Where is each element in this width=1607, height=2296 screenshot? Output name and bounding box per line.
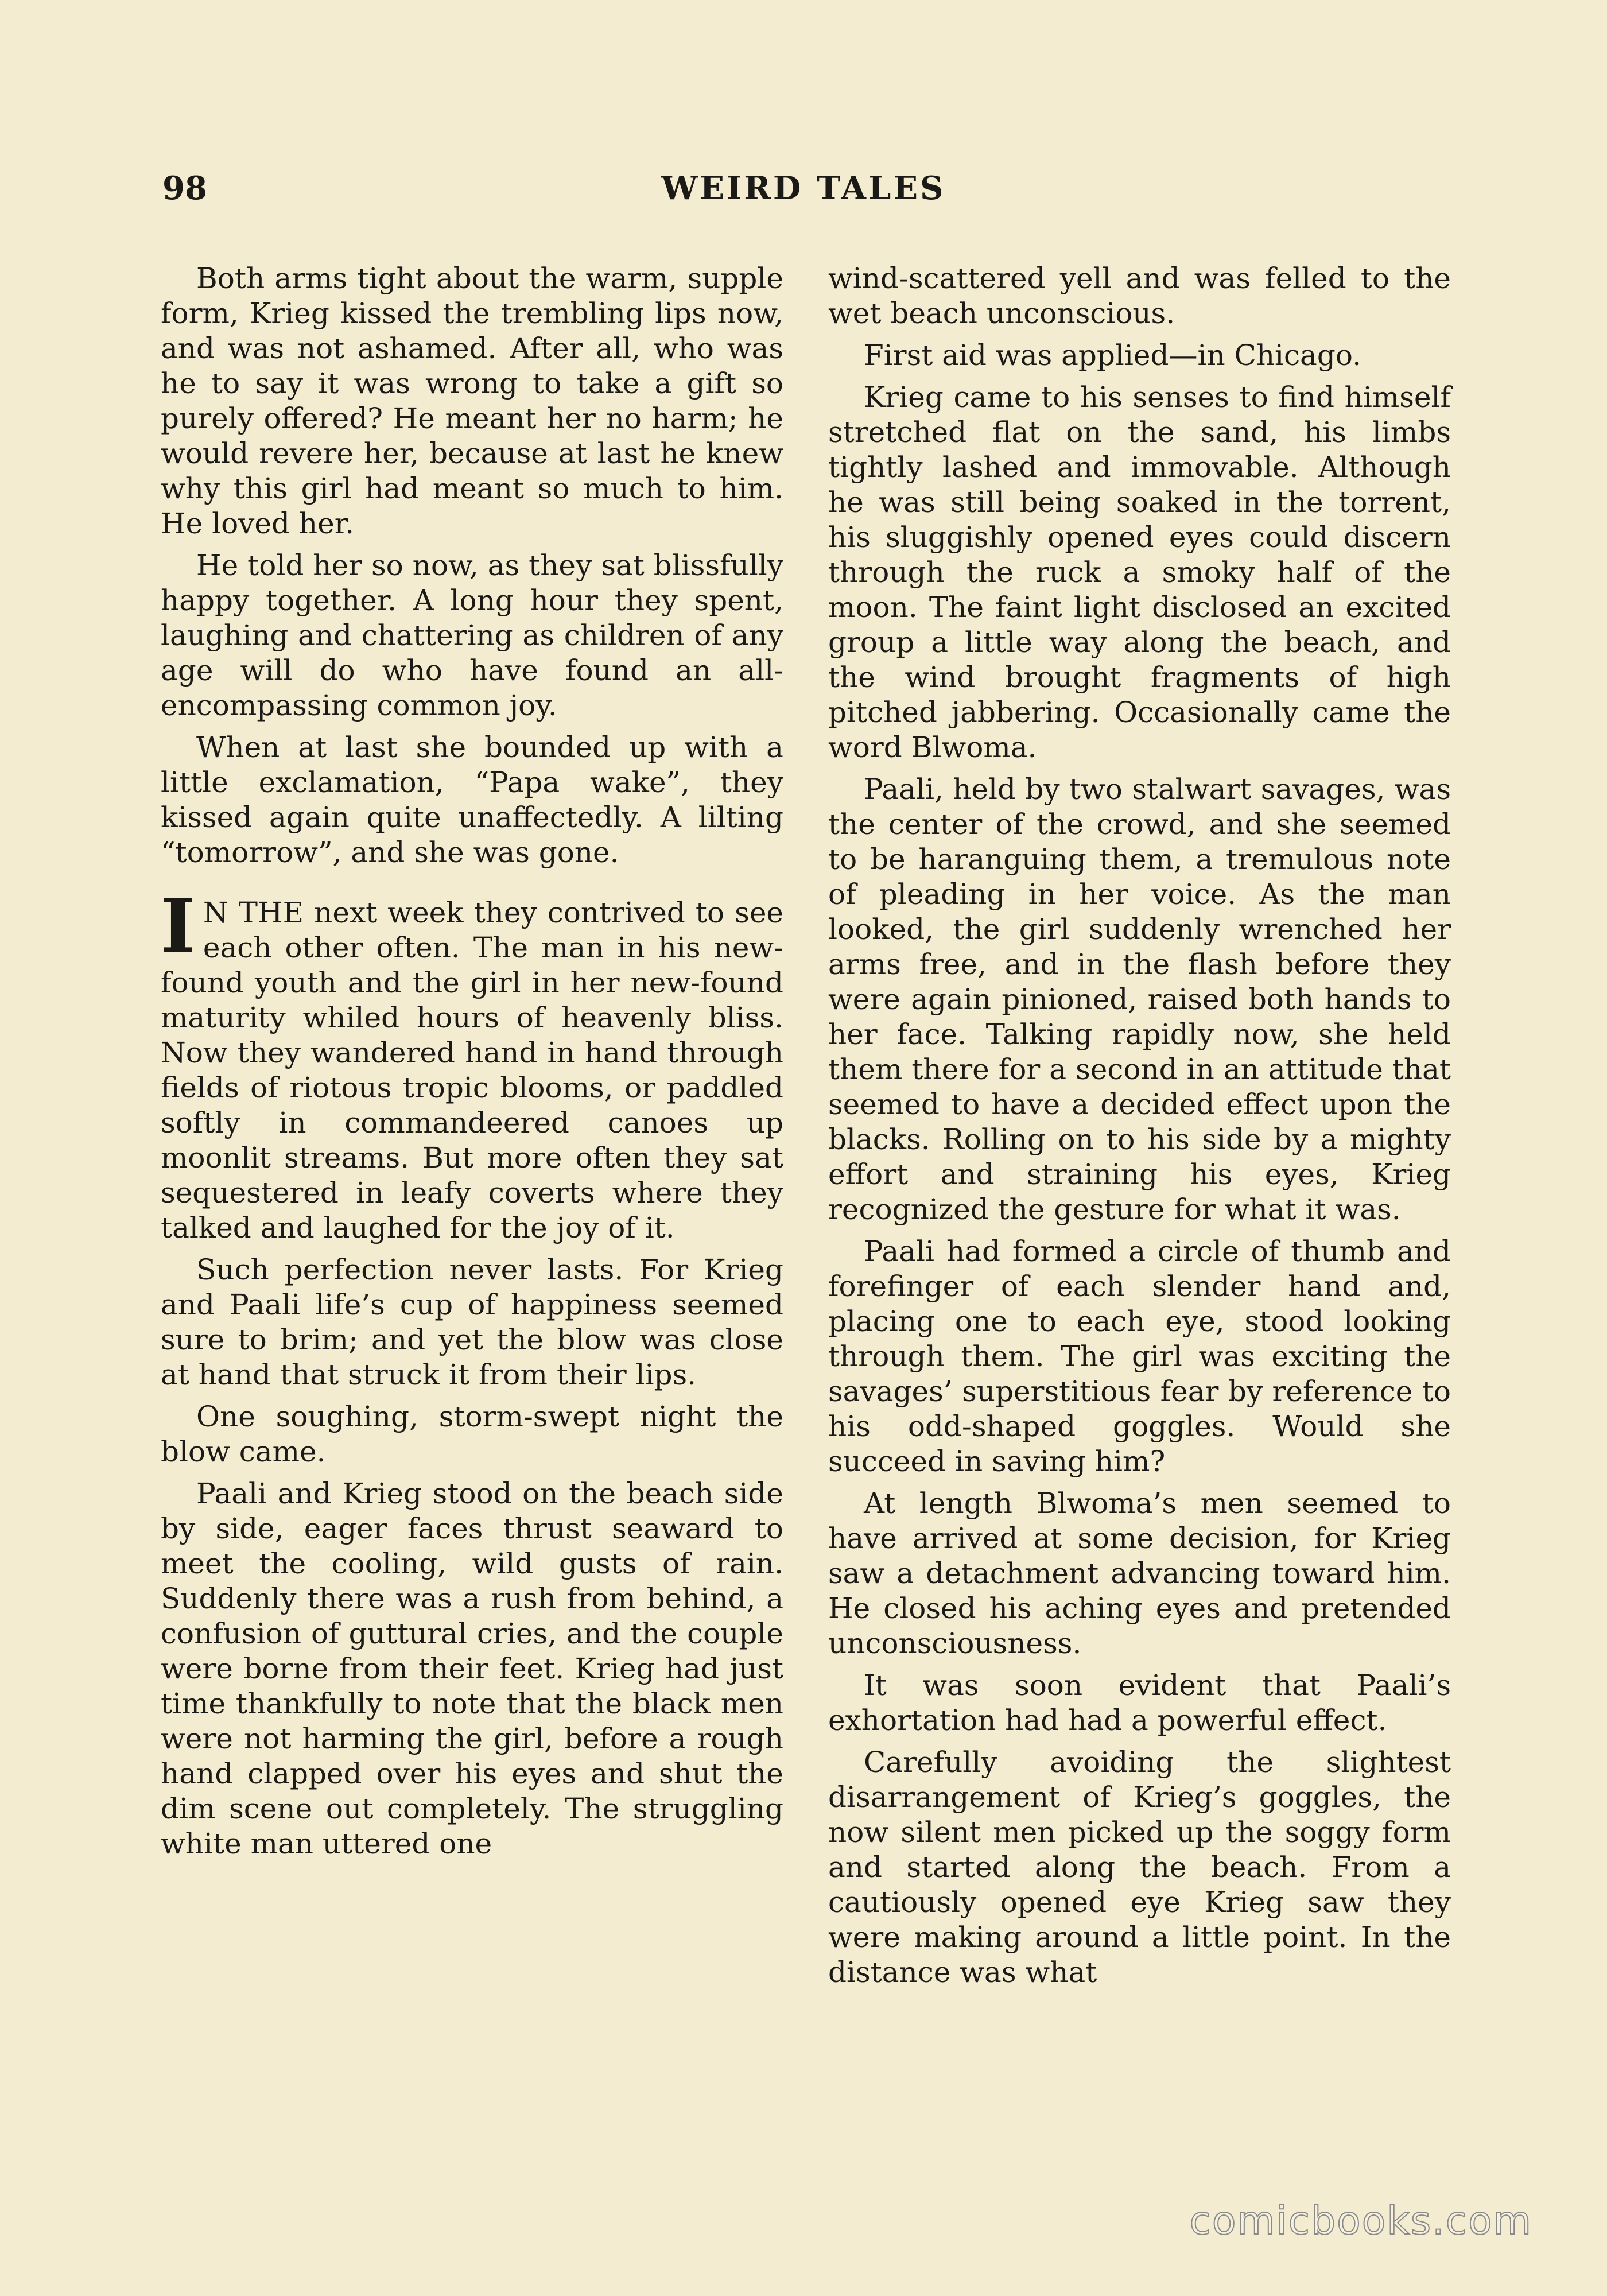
right-column bbox=[828, 261, 1451, 1997]
paragraph: When at last she bounded up with a little exclamation, “Papa wake”, they kissed again quite unaffectedly. A lilting “tomorrow”, and she was gone. bbox=[161, 731, 783, 869]
paragraph: Paali and Krieg stood on the beach side by side, eager faces thrust seaward to meet the cooling, wild gusts of rain. Suddenly there was a rush from behind, a confusion of guttural cries, and the couple were borne from their feet. Krieg had just time thankfully to note that the black men were not harming the girl, before a rough hand clapped over his eyes and shut the dim scene out completely. The struggling white man uttered one bbox=[161, 1477, 783, 1860]
paragraph: One soughing, storm-swept night the blow came. bbox=[161, 1400, 783, 1468]
paragraph: Such perfection never lasts. For Krieg and Paali life’s cup of happiness seemed sure to brim; and yet the blow was close at hand that struck it from their lips. bbox=[161, 1253, 783, 1391]
running-head: WEIRD TALES bbox=[661, 169, 946, 207]
paragraph: It was soon evident that Paali’s exhortation had had a powerful effect. bbox=[828, 1669, 1451, 1737]
paragraph: First aid was applied—in Chicago. bbox=[864, 339, 1361, 372]
paragraph: At length Blwoma’s men seemed to have arrived at some decision, for Krieg saw a detachment advancing toward him. He closed his aching eyes and pretended unconsciousness. bbox=[828, 1487, 1451, 1660]
paragraph: Krieg came to his senses to find himself stretched flat on the sand, his limbs tightly lashed and immovable. Although he was still being soaked in the torrent, his sluggishly opened eyes could discern through the ruck a smoky half of the moon. The faint light disclosed an excited group a little way along the beach, and the wind brought fragments of high pitched jabbering. Occasionally came the word Blwoma. bbox=[828, 381, 1451, 764]
watermark-logo: comicbooks.com bbox=[1189, 2198, 1532, 2244]
paragraph-continuation: wind-scattered yell and was felled to the wet beach unconscious. bbox=[828, 262, 1451, 330]
paragraph: He told her so now, as they sat blissfully happy together. A long hour they spent, laughing and chattering as children of any age will do who have found an all-encompassing common joy. bbox=[161, 549, 783, 722]
paragraph: Carefully avoiding the slightest disarrangement of Krieg’s goggles, the now silent men picked up the soggy form and started along the beach. From a cautiously opened eye Krieg saw they were making around a little point. In the distance was what bbox=[828, 1746, 1451, 1989]
section-opening-paragraph bbox=[161, 883, 783, 1246]
paragraph: Paali, held by two stalwart savages, was the center of the crowd, and she seemed to be haranguing them, a tremulous note of pleading in her voice. As the man looked, the girl suddenly wrenched her arms free, and in the flash before they were again pinioned, raised both hands to her face. Talking rapidly now, she held them there for a second in an attitude that seemed to have a decided effect upon the blacks. Rolling on to his side by a mighty effort and straining his eyes, Krieg recognized the gesture for what it was. bbox=[828, 773, 1451, 1226]
page-number: 98 bbox=[162, 169, 207, 207]
left-column bbox=[161, 261, 783, 1868]
section-opening-text: N THE next week they contrived to see each other often. The man in his new-found youth and the girl in her new-found maturity whiled hours of heavenly bliss. Now they wandered hand in hand through fields of riotous tropic blooms, or paddled softly in commandeered canoes up moonlit streams. But more often they sat sequestered in leafy coverts where they talked and laughed for the joy of it. bbox=[161, 896, 783, 1244]
paragraph: Paali had formed a circle of thumb and forefinger of each slender hand and, placing one to each eye, stood looking through them. The girl was exciting the savages’ superstitious fear by reference to his odd-shaped goggles. Would she succeed in saving him? bbox=[828, 1235, 1451, 1478]
paragraph: Both arms tight about the warm, supple form, Krieg kissed the trembling lips now, and was not ashamed. After all, who was he to say it was wrong to take a gift so purely offered? He meant her no harm; he would revere her, because at last he knew why this girl had meant so much to him. He loved her. bbox=[161, 262, 783, 540]
drop-cap: I bbox=[161, 883, 195, 969]
